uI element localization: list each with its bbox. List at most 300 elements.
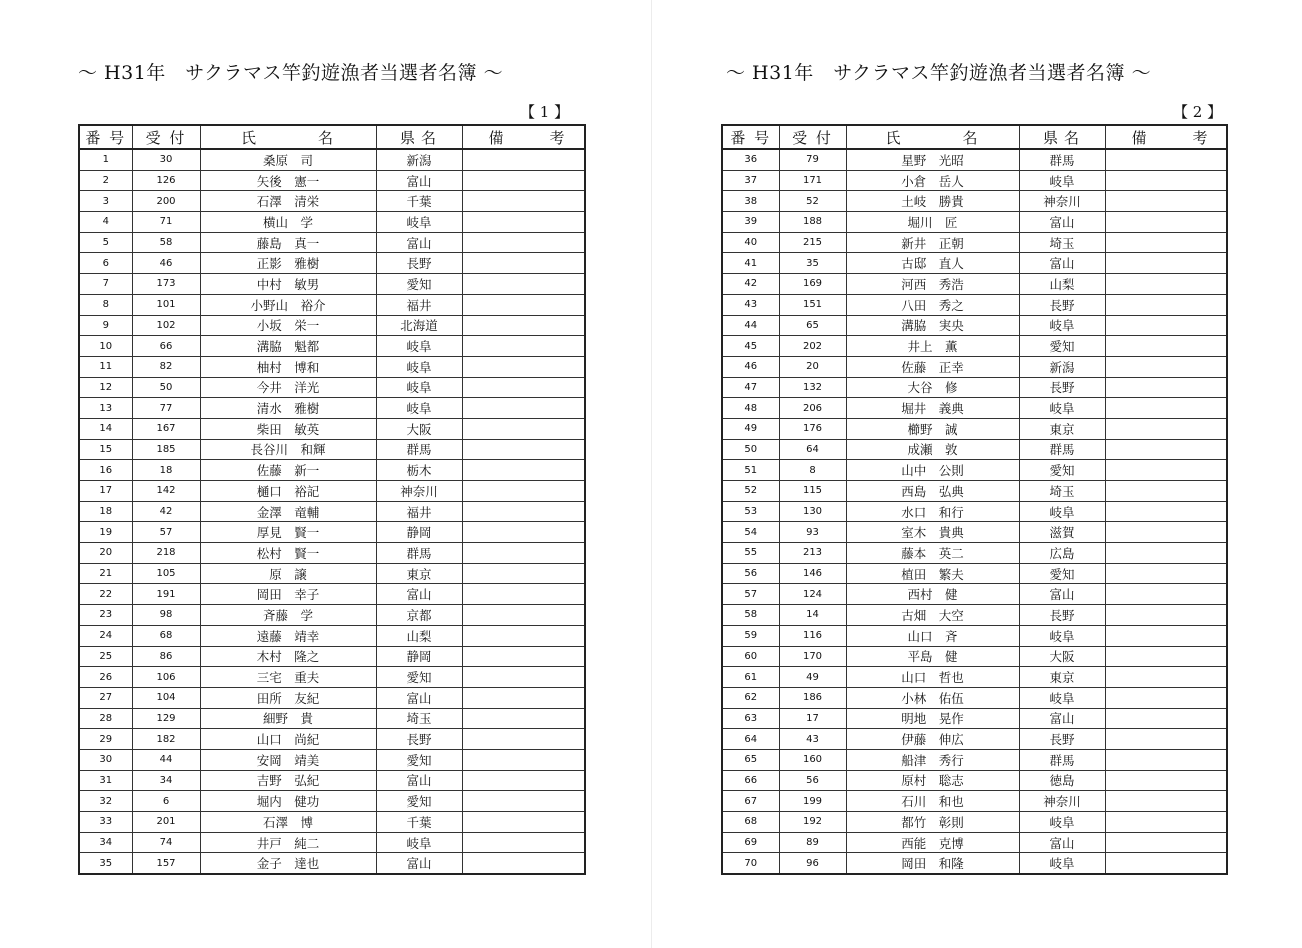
cell-note bbox=[1105, 708, 1227, 729]
table-row bbox=[722, 212, 1227, 233]
cell-name: 遠藤 靖幸 bbox=[200, 625, 376, 646]
cell-note bbox=[462, 315, 585, 336]
cell-note bbox=[1105, 191, 1227, 212]
cell-receipt: 66 bbox=[132, 336, 200, 357]
table-row bbox=[722, 646, 1227, 667]
cell-note bbox=[462, 605, 585, 626]
cell-receipt: 124 bbox=[779, 584, 846, 605]
cell-receipt: 93 bbox=[779, 522, 846, 543]
cell-note bbox=[462, 812, 585, 833]
cell-prefecture: 滋賀 bbox=[1019, 522, 1105, 543]
cell-number: 56 bbox=[722, 563, 779, 584]
cell-note bbox=[1105, 398, 1227, 419]
cell-name: 原村 聡志 bbox=[846, 770, 1019, 791]
col-header-pref-char1: 県 bbox=[399, 128, 417, 147]
cell-number: 25 bbox=[79, 646, 132, 667]
table-row bbox=[722, 460, 1227, 481]
cell-prefecture: 静岡 bbox=[376, 522, 462, 543]
cell-note bbox=[1105, 832, 1227, 853]
cell-number: 47 bbox=[722, 377, 779, 398]
cell-receipt: 46 bbox=[132, 253, 200, 274]
cell-name: 石澤 博 bbox=[200, 812, 376, 833]
cell-note bbox=[1105, 584, 1227, 605]
cell-receipt: 142 bbox=[132, 481, 200, 502]
cell-prefecture: 東京 bbox=[376, 563, 462, 584]
cell-number: 27 bbox=[79, 687, 132, 708]
cell-note bbox=[462, 439, 585, 460]
cell-number: 34 bbox=[79, 832, 132, 853]
cell-note bbox=[462, 212, 585, 233]
cell-note bbox=[1105, 356, 1227, 377]
cell-prefecture: 徳島 bbox=[1019, 770, 1105, 791]
table-row bbox=[722, 274, 1227, 295]
table-row bbox=[79, 439, 585, 460]
cell-prefecture: 岐阜 bbox=[1019, 625, 1105, 646]
cell-prefecture: 富山 bbox=[376, 584, 462, 605]
cell-note bbox=[462, 687, 585, 708]
cell-prefecture: 群馬 bbox=[376, 439, 462, 460]
table-row bbox=[722, 812, 1227, 833]
cell-number: 12 bbox=[79, 377, 132, 398]
cell-receipt: 129 bbox=[132, 708, 200, 729]
cell-number: 28 bbox=[79, 708, 132, 729]
table-row bbox=[79, 356, 585, 377]
col-header-pref-char2: 名 bbox=[1064, 128, 1082, 147]
cell-number: 26 bbox=[79, 667, 132, 688]
table-row bbox=[79, 853, 585, 874]
cell-name: 矢後 憲一 bbox=[200, 170, 376, 191]
cell-note bbox=[462, 543, 585, 564]
cell-name: 木村 隆之 bbox=[200, 646, 376, 667]
cell-prefecture: 群馬 bbox=[1019, 749, 1105, 770]
cell-name: 平島 健 bbox=[846, 646, 1019, 667]
cell-note bbox=[462, 625, 585, 646]
cell-number: 49 bbox=[722, 418, 779, 439]
table-row bbox=[79, 274, 585, 295]
col-header-note-char2: 考 bbox=[1192, 128, 1208, 147]
cell-name: 三宅 重夫 bbox=[200, 667, 376, 688]
cell-note bbox=[462, 149, 585, 170]
table-row bbox=[722, 770, 1227, 791]
cell-number: 19 bbox=[79, 522, 132, 543]
cell-note bbox=[1105, 232, 1227, 253]
cell-prefecture: 静岡 bbox=[376, 646, 462, 667]
cell-receipt: 56 bbox=[779, 770, 846, 791]
table-row bbox=[722, 791, 1227, 812]
cell-receipt: 105 bbox=[132, 563, 200, 584]
cell-receipt: 44 bbox=[132, 749, 200, 770]
cell-number: 55 bbox=[722, 543, 779, 564]
cell-number: 16 bbox=[79, 460, 132, 481]
cell-note bbox=[1105, 336, 1227, 357]
table-row bbox=[722, 625, 1227, 646]
cell-note bbox=[1105, 770, 1227, 791]
cell-name: 金澤 竜輔 bbox=[200, 501, 376, 522]
cell-receipt: 215 bbox=[779, 232, 846, 253]
cell-number: 45 bbox=[722, 336, 779, 357]
cell-number: 62 bbox=[722, 687, 779, 708]
col-header-name-char2: 名 bbox=[962, 128, 980, 147]
cell-receipt: 188 bbox=[779, 212, 846, 233]
cell-note bbox=[462, 481, 585, 502]
cell-prefecture: 岐阜 bbox=[376, 212, 462, 233]
cell-receipt: 191 bbox=[132, 584, 200, 605]
cell-number: 3 bbox=[79, 191, 132, 212]
cell-receipt: 102 bbox=[132, 315, 200, 336]
table-row bbox=[79, 749, 585, 770]
cell-number: 69 bbox=[722, 832, 779, 853]
cell-name: 山中 公則 bbox=[846, 460, 1019, 481]
col-header-note bbox=[1105, 125, 1227, 149]
cell-name: 水口 和行 bbox=[846, 501, 1019, 522]
cell-name: 柴田 敏英 bbox=[200, 418, 376, 439]
cell-prefecture: 埼玉 bbox=[1019, 232, 1105, 253]
cell-receipt: 42 bbox=[132, 501, 200, 522]
table-row bbox=[722, 667, 1227, 688]
cell-note bbox=[462, 336, 585, 357]
cell-note bbox=[462, 646, 585, 667]
cell-receipt: 71 bbox=[132, 212, 200, 233]
winners-table bbox=[721, 124, 1228, 875]
cell-number: 17 bbox=[79, 481, 132, 502]
cell-name: 西島 弘典 bbox=[846, 481, 1019, 502]
cell-prefecture: 北海道 bbox=[376, 315, 462, 336]
cell-name: 井上 薫 bbox=[846, 336, 1019, 357]
cell-receipt: 8 bbox=[779, 460, 846, 481]
cell-prefecture: 新潟 bbox=[376, 149, 462, 170]
cell-name: 都竹 彰則 bbox=[846, 812, 1019, 833]
cell-note bbox=[462, 460, 585, 481]
table-row bbox=[79, 563, 585, 584]
cell-note bbox=[1105, 418, 1227, 439]
cell-receipt: 77 bbox=[132, 398, 200, 419]
cell-note bbox=[462, 418, 585, 439]
table-row bbox=[722, 191, 1227, 212]
cell-prefecture: 長野 bbox=[1019, 377, 1105, 398]
cell-name: 清水 雅樹 bbox=[200, 398, 376, 419]
table-row bbox=[79, 501, 585, 522]
table-row bbox=[722, 232, 1227, 253]
cell-note bbox=[462, 170, 585, 191]
cell-number: 11 bbox=[79, 356, 132, 377]
table-row bbox=[722, 398, 1227, 419]
cell-name: 植田 繁夫 bbox=[846, 563, 1019, 584]
cell-name: 伊藤 伸広 bbox=[846, 729, 1019, 750]
cell-note bbox=[1105, 522, 1227, 543]
cell-prefecture: 長野 bbox=[376, 729, 462, 750]
cell-name: 正影 雅樹 bbox=[200, 253, 376, 274]
col-header-note-char1: 備 bbox=[1131, 128, 1147, 147]
col-header-receipt: 受 付 bbox=[132, 125, 200, 149]
cell-number: 20 bbox=[79, 543, 132, 564]
cell-number: 58 bbox=[722, 605, 779, 626]
cell-note bbox=[462, 853, 585, 874]
cell-receipt: 52 bbox=[779, 191, 846, 212]
cell-name: 西能 克博 bbox=[846, 832, 1019, 853]
cell-receipt: 173 bbox=[132, 274, 200, 295]
cell-note bbox=[1105, 439, 1227, 460]
cell-name: 明地 晃作 bbox=[846, 708, 1019, 729]
cell-number: 8 bbox=[79, 294, 132, 315]
cell-name: 溝脇 魁都 bbox=[200, 336, 376, 357]
cell-receipt: 146 bbox=[779, 563, 846, 584]
cell-prefecture: 埼玉 bbox=[376, 708, 462, 729]
cell-prefecture: 岐阜 bbox=[1019, 315, 1105, 336]
cell-number: 1 bbox=[79, 149, 132, 170]
cell-number: 7 bbox=[79, 274, 132, 295]
cell-name: 堀川 匠 bbox=[846, 212, 1019, 233]
cell-name: 山口 哲也 bbox=[846, 667, 1019, 688]
cell-name: 小野山 裕介 bbox=[200, 294, 376, 315]
cell-receipt: 202 bbox=[779, 336, 846, 357]
table-row bbox=[722, 605, 1227, 626]
cell-prefecture: 岐阜 bbox=[1019, 853, 1105, 874]
cell-prefecture: 埼玉 bbox=[1019, 481, 1105, 502]
cell-receipt: 57 bbox=[132, 522, 200, 543]
cell-note bbox=[462, 708, 585, 729]
cell-prefecture: 神奈川 bbox=[1019, 191, 1105, 212]
table-row bbox=[722, 708, 1227, 729]
table-row bbox=[722, 439, 1227, 460]
cell-note bbox=[462, 501, 585, 522]
cell-note bbox=[462, 791, 585, 812]
cell-number: 66 bbox=[722, 770, 779, 791]
cell-note bbox=[1105, 274, 1227, 295]
cell-name: 小倉 岳人 bbox=[846, 170, 1019, 191]
cell-receipt: 170 bbox=[779, 646, 846, 667]
cell-name: 小林 佑伍 bbox=[846, 687, 1019, 708]
cell-receipt: 106 bbox=[132, 667, 200, 688]
col-header-receipt: 受 付 bbox=[779, 125, 846, 149]
cell-prefecture: 岐阜 bbox=[376, 377, 462, 398]
cell-receipt: 98 bbox=[132, 605, 200, 626]
cell-note bbox=[1105, 563, 1227, 584]
cell-prefecture: 群馬 bbox=[376, 543, 462, 564]
cell-note bbox=[1105, 791, 1227, 812]
cell-number: 68 bbox=[722, 812, 779, 833]
cell-receipt: 213 bbox=[779, 543, 846, 564]
table-row bbox=[722, 253, 1227, 274]
cell-receipt: 6 bbox=[132, 791, 200, 812]
table-row bbox=[722, 377, 1227, 398]
cell-prefecture: 神奈川 bbox=[1019, 791, 1105, 812]
cell-note bbox=[1105, 646, 1227, 667]
cell-number: 57 bbox=[722, 584, 779, 605]
table-row bbox=[722, 543, 1227, 564]
table-row bbox=[722, 687, 1227, 708]
page-2 bbox=[651, 0, 1302, 948]
col-header-name bbox=[200, 125, 376, 149]
cell-number: 32 bbox=[79, 791, 132, 812]
table-row bbox=[722, 563, 1227, 584]
cell-name: 細野 貴 bbox=[200, 708, 376, 729]
cell-number: 39 bbox=[722, 212, 779, 233]
cell-name: 原 譲 bbox=[200, 563, 376, 584]
cell-number: 63 bbox=[722, 708, 779, 729]
cell-receipt: 49 bbox=[779, 667, 846, 688]
table-row bbox=[722, 149, 1227, 170]
cell-prefecture: 愛知 bbox=[376, 791, 462, 812]
table-row bbox=[722, 749, 1227, 770]
cell-name: 河西 秀浩 bbox=[846, 274, 1019, 295]
cell-number: 40 bbox=[722, 232, 779, 253]
cell-note bbox=[462, 729, 585, 750]
cell-prefecture: 愛知 bbox=[1019, 336, 1105, 357]
cell-note bbox=[1105, 729, 1227, 750]
cell-name: 吉野 弘紀 bbox=[200, 770, 376, 791]
cell-prefecture: 富山 bbox=[1019, 708, 1105, 729]
cell-name: 佐藤 新一 bbox=[200, 460, 376, 481]
cell-note bbox=[1105, 543, 1227, 564]
cell-prefecture: 岐阜 bbox=[376, 832, 462, 853]
cell-receipt: 68 bbox=[132, 625, 200, 646]
cell-receipt: 101 bbox=[132, 294, 200, 315]
cell-prefecture: 富山 bbox=[1019, 212, 1105, 233]
cell-note bbox=[1105, 625, 1227, 646]
cell-name: 船津 秀行 bbox=[846, 749, 1019, 770]
cell-name: 長谷川 和輝 bbox=[200, 439, 376, 460]
cell-note bbox=[462, 770, 585, 791]
cell-prefecture: 岐阜 bbox=[376, 398, 462, 419]
cell-prefecture: 岐阜 bbox=[376, 336, 462, 357]
table-row bbox=[79, 687, 585, 708]
cell-name: 柚村 博和 bbox=[200, 356, 376, 377]
cell-prefecture: 富山 bbox=[376, 232, 462, 253]
cell-name: 石澤 清栄 bbox=[200, 191, 376, 212]
cell-receipt: 116 bbox=[779, 625, 846, 646]
table-row bbox=[79, 667, 585, 688]
cell-number: 5 bbox=[79, 232, 132, 253]
cell-number: 22 bbox=[79, 584, 132, 605]
cell-receipt: 14 bbox=[779, 605, 846, 626]
cell-number: 15 bbox=[79, 439, 132, 460]
table-row bbox=[79, 232, 585, 253]
cell-prefecture: 長野 bbox=[376, 253, 462, 274]
cell-name: 岡田 幸子 bbox=[200, 584, 376, 605]
cell-number: 36 bbox=[722, 149, 779, 170]
table-row bbox=[79, 398, 585, 419]
cell-receipt: 79 bbox=[779, 149, 846, 170]
table-row bbox=[79, 481, 585, 502]
cell-prefecture: 群馬 bbox=[1019, 149, 1105, 170]
col-header-name-char1: 氏 bbox=[885, 128, 903, 147]
cell-number: 37 bbox=[722, 170, 779, 191]
table-body bbox=[79, 149, 585, 874]
cell-note bbox=[462, 584, 585, 605]
cell-number: 18 bbox=[79, 501, 132, 522]
cell-name: 八田 秀之 bbox=[846, 294, 1019, 315]
cell-prefecture: 岐阜 bbox=[1019, 170, 1105, 191]
cell-prefecture: 岐阜 bbox=[1019, 812, 1105, 833]
cell-receipt: 185 bbox=[132, 439, 200, 460]
col-header-note-char1: 備 bbox=[488, 128, 504, 147]
cell-receipt: 132 bbox=[779, 377, 846, 398]
cell-number: 59 bbox=[722, 625, 779, 646]
cell-prefecture: 千葉 bbox=[376, 191, 462, 212]
winners-table bbox=[78, 124, 586, 875]
table-row bbox=[722, 853, 1227, 874]
cell-prefecture: 富山 bbox=[376, 770, 462, 791]
cell-receipt: 171 bbox=[779, 170, 846, 191]
table-row bbox=[722, 418, 1227, 439]
table-row bbox=[79, 625, 585, 646]
cell-prefecture: 長野 bbox=[1019, 605, 1105, 626]
cell-receipt: 199 bbox=[779, 791, 846, 812]
col-header-pref-char2: 名 bbox=[421, 128, 439, 147]
cell-prefecture: 大阪 bbox=[376, 418, 462, 439]
cell-name: 石川 和也 bbox=[846, 791, 1019, 812]
cell-receipt: 200 bbox=[132, 191, 200, 212]
cell-number: 70 bbox=[722, 853, 779, 874]
cell-name: 松村 賢一 bbox=[200, 543, 376, 564]
table-row bbox=[722, 584, 1227, 605]
cell-note bbox=[462, 522, 585, 543]
cell-receipt: 89 bbox=[779, 832, 846, 853]
cell-note bbox=[462, 749, 585, 770]
cell-prefecture: 岐阜 bbox=[376, 356, 462, 377]
cell-number: 41 bbox=[722, 253, 779, 274]
cell-note bbox=[1105, 605, 1227, 626]
cell-receipt: 64 bbox=[779, 439, 846, 460]
table-row bbox=[79, 543, 585, 564]
table-header-row bbox=[79, 125, 585, 149]
cell-note bbox=[462, 563, 585, 584]
cell-name: 古邸 直人 bbox=[846, 253, 1019, 274]
table-row bbox=[79, 708, 585, 729]
table-row bbox=[79, 377, 585, 398]
cell-prefecture: 新潟 bbox=[1019, 356, 1105, 377]
cell-receipt: 18 bbox=[132, 460, 200, 481]
cell-number: 21 bbox=[79, 563, 132, 584]
cell-number: 30 bbox=[79, 749, 132, 770]
table-header-row bbox=[722, 125, 1227, 149]
cell-prefecture: 愛知 bbox=[1019, 563, 1105, 584]
cell-prefecture: 京都 bbox=[376, 605, 462, 626]
cell-name: 小坂 栄一 bbox=[200, 315, 376, 336]
cell-note bbox=[1105, 667, 1227, 688]
cell-prefecture: 東京 bbox=[1019, 667, 1105, 688]
table-row bbox=[79, 253, 585, 274]
cell-prefecture: 長野 bbox=[1019, 294, 1105, 315]
cell-number: 31 bbox=[79, 770, 132, 791]
cell-receipt: 201 bbox=[132, 812, 200, 833]
cell-number: 9 bbox=[79, 315, 132, 336]
cell-number: 51 bbox=[722, 460, 779, 481]
cell-note bbox=[462, 377, 585, 398]
cell-note bbox=[462, 832, 585, 853]
table-row bbox=[79, 149, 585, 170]
cell-number: 48 bbox=[722, 398, 779, 419]
table-row bbox=[79, 212, 585, 233]
cell-number: 52 bbox=[722, 481, 779, 502]
cell-receipt: 65 bbox=[779, 315, 846, 336]
table-row bbox=[79, 315, 585, 336]
cell-note bbox=[462, 274, 585, 295]
cell-number: 33 bbox=[79, 812, 132, 833]
cell-prefecture: 山梨 bbox=[1019, 274, 1105, 295]
cell-receipt: 151 bbox=[779, 294, 846, 315]
table-row bbox=[79, 522, 585, 543]
cell-note bbox=[1105, 853, 1227, 874]
cell-number: 14 bbox=[79, 418, 132, 439]
cell-receipt: 50 bbox=[132, 377, 200, 398]
cell-receipt: 104 bbox=[132, 687, 200, 708]
table-row bbox=[79, 646, 585, 667]
table-row bbox=[722, 729, 1227, 750]
table-row bbox=[79, 770, 585, 791]
table-row bbox=[722, 481, 1227, 502]
table-row bbox=[722, 522, 1227, 543]
